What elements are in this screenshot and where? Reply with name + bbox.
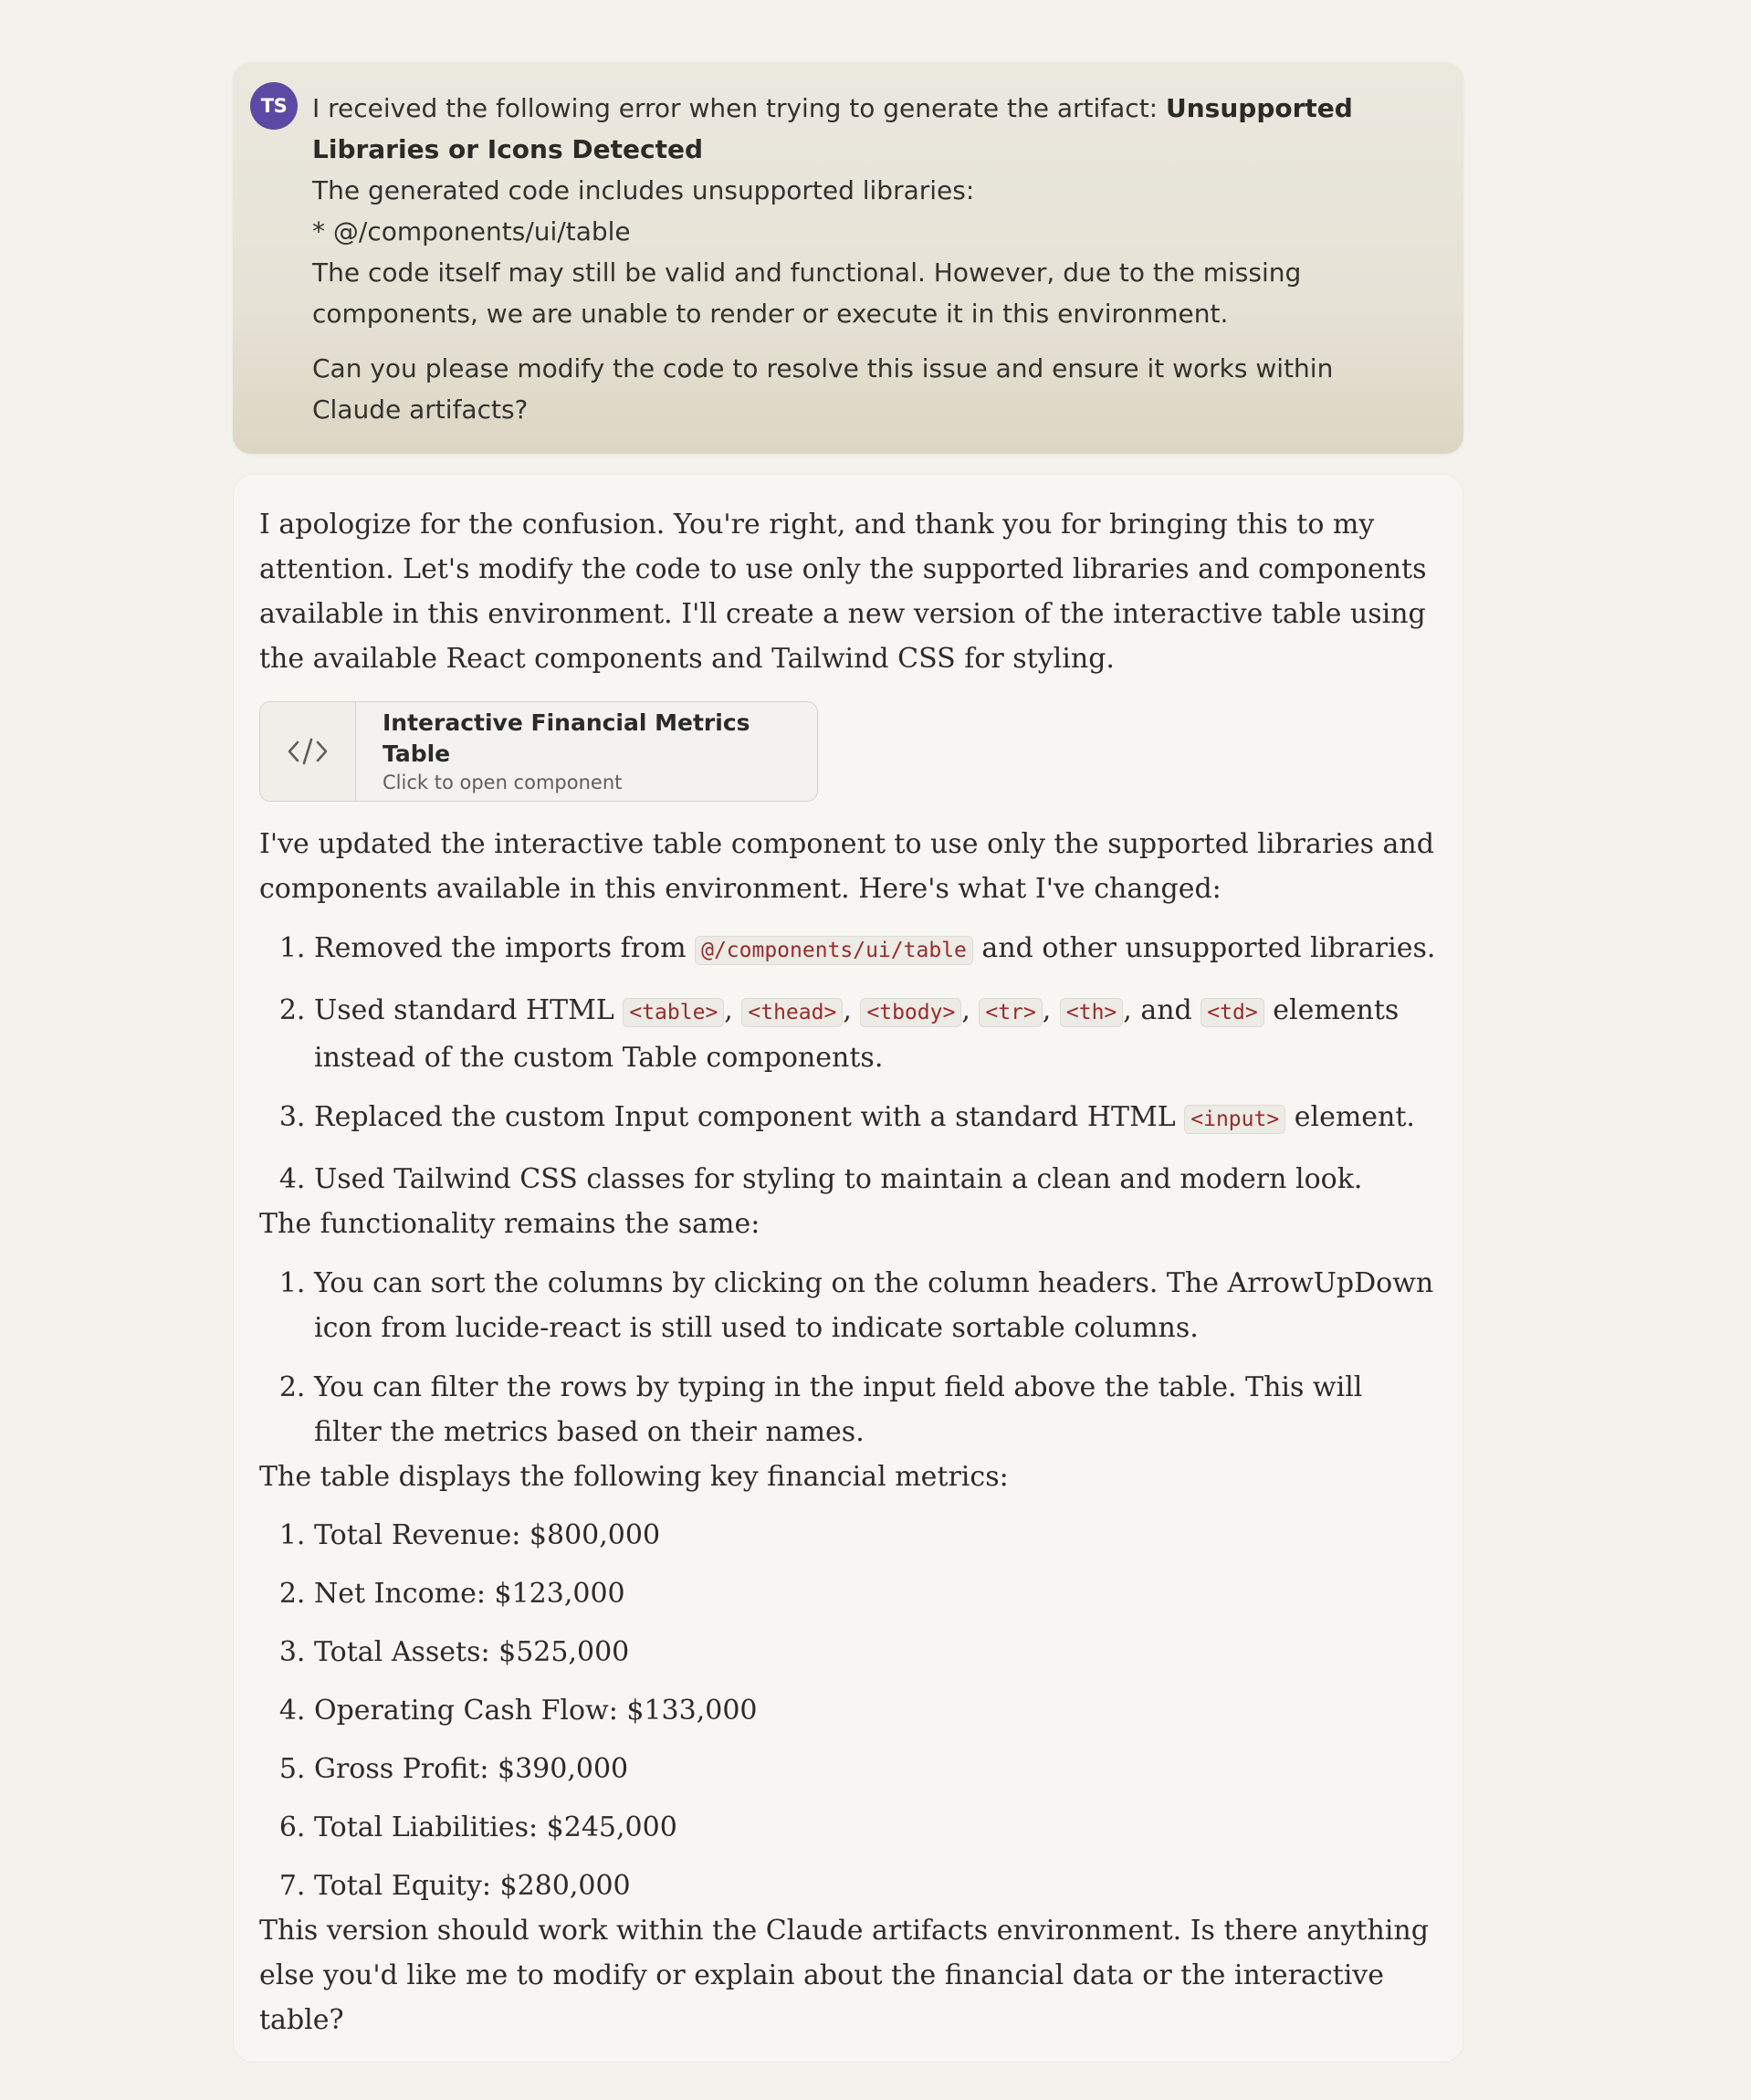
functionality-list <box>259 1261 1437 1454</box>
inline-code: @/components/ui/table <box>695 936 973 965</box>
metrics-list <box>259 1513 1437 1908</box>
user-message-line: The code itself may still be valid and functional. However, due to the missing components, we are unable to render or execute it in this environment. <box>312 257 1302 329</box>
user-message-intro: I received the following error when trying to generate the artifact: Unsupported Libraries or Icons Detected <box>312 93 1353 164</box>
list-item: 4. Operating Cash Flow: $133,000 <box>314 1688 1437 1733</box>
list-item: 5. Gross Profit: $390,000 <box>314 1747 1437 1791</box>
artifact-card[interactable] <box>259 701 818 802</box>
artifact-title: Interactive Financial Metrics Table <box>383 709 750 767</box>
inline-code: <thead> <box>741 998 843 1027</box>
artifact-subtitle: Click to open component <box>383 772 623 793</box>
inline-code: <th> <box>1060 998 1123 1027</box>
list-item: 4. Used Tailwind CSS classes for styling to maintain a clean and modern look. <box>314 1157 1437 1202</box>
functionality-intro: The functionality remains the same: <box>259 1208 760 1240</box>
artifact-text <box>356 702 817 801</box>
list-item: 7. Total Equity: $280,000 <box>314 1864 1437 1908</box>
user-avatar: TS <box>250 82 298 130</box>
assistant-closing: This version should work within the Claude artifacts environment. Is there anything else you'd like me to modify or explain about the financial data or the interactive table? <box>259 1915 1429 2036</box>
user-message-request: Can you please modify the code to resolve this issue and ensure it works within Claude artifacts? <box>312 353 1334 425</box>
list-item: 1. You can sort the columns by clicking on the column headers. The ArrowUpDown icon from lucide-react is still used to indicate sortable columns. <box>314 1261 1437 1350</box>
inline-code: <td> <box>1201 998 1263 1027</box>
error-title: Unsupported Libraries or Icons Detected <box>312 93 1353 164</box>
inline-code: <tr> <box>979 998 1042 1027</box>
list-item: 1. Removed the imports from @/components/ui/table and other unsupported libraries. <box>314 926 1437 973</box>
list-item: 2. Net Income: $123,000 <box>314 1571 1437 1616</box>
user-message <box>233 62 1463 454</box>
assistant-intro: I apologize for the confusion. You're right, and thank you for bringing this to my attention. Let's modify the code to use only the supported libraries and components available in this environment. I'll create a new version of the interactive table using the available React components and Tailwind CSS for styling. <box>259 509 1427 675</box>
user-message-line: * @/components/ui/table <box>312 216 631 247</box>
inline-code: <input> <box>1184 1105 1285 1134</box>
inline-code: <tbody> <box>860 998 961 1027</box>
list-item: 3. Replaced the custom Input component with a standard HTML <input> element. <box>314 1095 1437 1142</box>
metrics-intro: The table displays the following key financial metrics: <box>259 1461 1009 1493</box>
inline-code: <table> <box>623 998 724 1027</box>
assistant-message <box>233 474 1463 2063</box>
changes-intro: I've updated the interactive table component to use only the supported libraries and components available in this environment. Here's what I've changed: <box>259 828 1434 905</box>
list-item: 2. You can filter the rows by typing in the input field above the table. This will filter the metrics based on their names. <box>314 1365 1437 1454</box>
list-item: 2. Used standard HTML <table> , <thead> , <tbody> , <tr> , <th> , and <td> elements instead of the custom Table components. <box>314 988 1437 1080</box>
list-item: 6. Total Liabilities: $245,000 <box>314 1805 1437 1850</box>
changes-list <box>259 926 1437 1202</box>
code-icon <box>260 702 356 801</box>
user-message-line: The generated code includes unsupported libraries: <box>312 175 975 205</box>
list-item: 1. Total Revenue: $800,000 <box>314 1513 1437 1558</box>
list-item: 3. Total Assets: $525,000 <box>314 1630 1437 1675</box>
